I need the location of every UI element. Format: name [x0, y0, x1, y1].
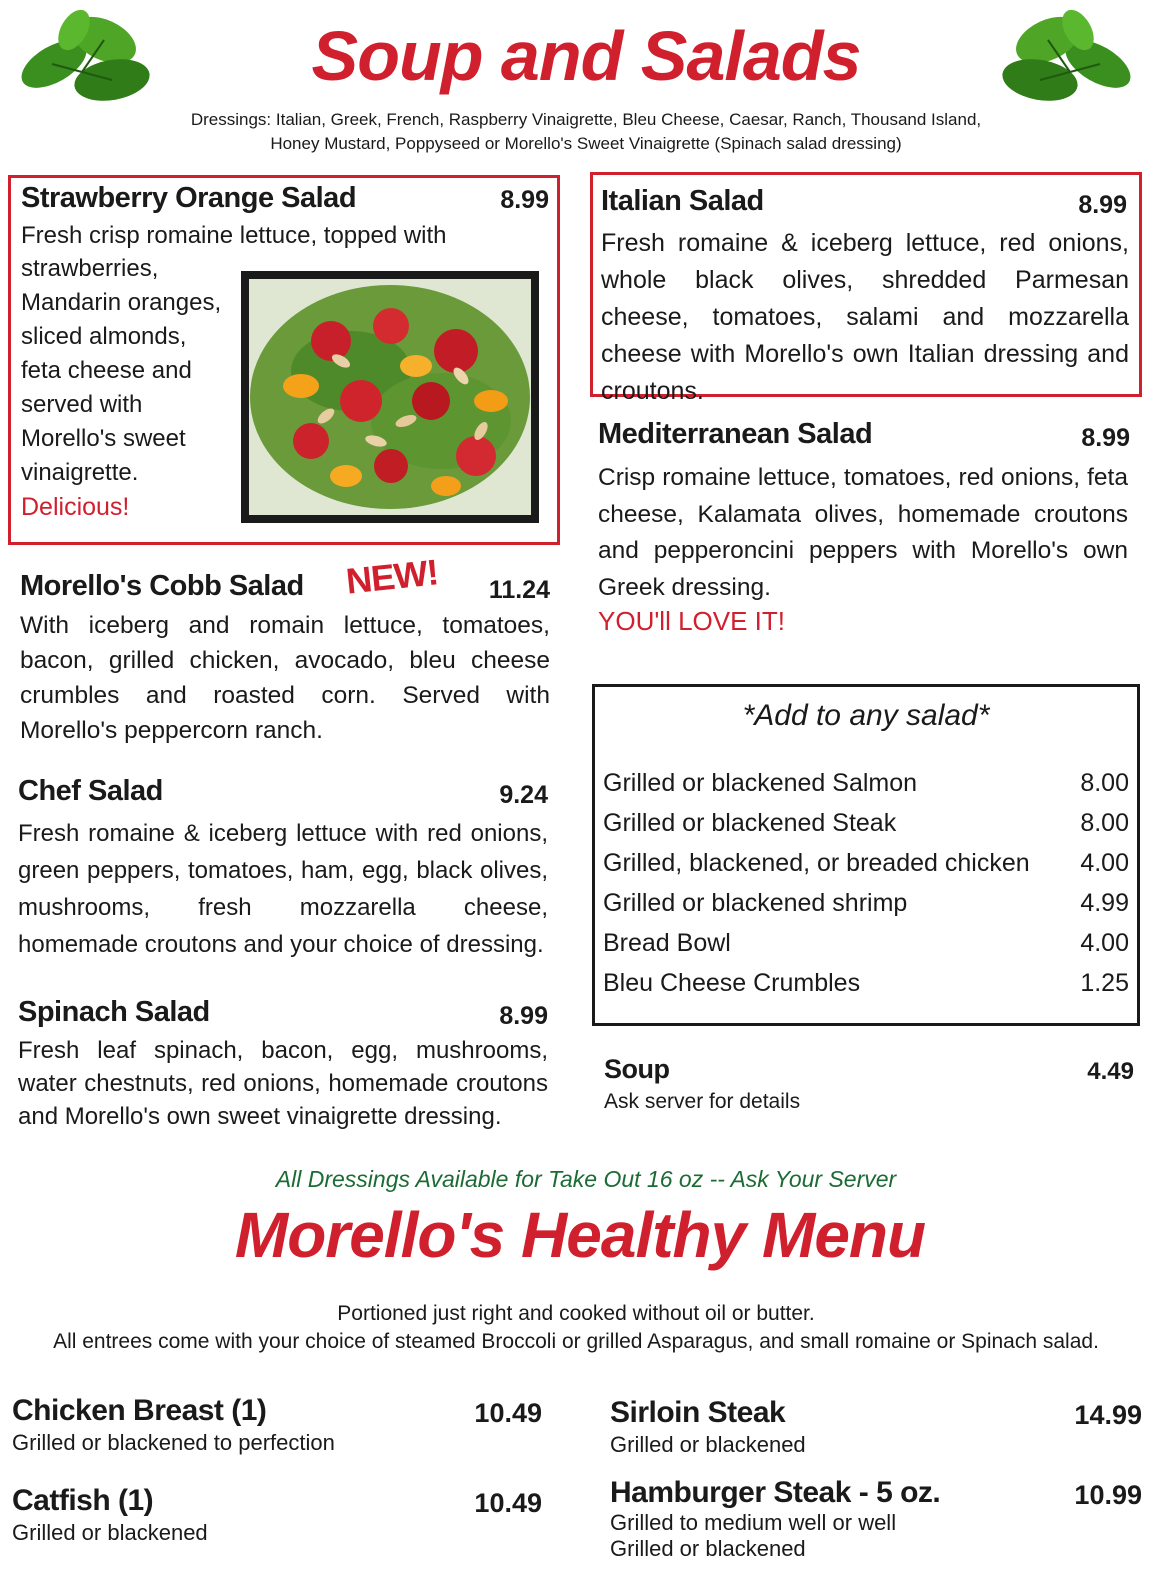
italian-salad-box	[590, 172, 1142, 405]
item-name: Hamburger Steak - 5 oz.	[610, 1476, 941, 1509]
item-description: Fresh leaf spinach, bacon, egg, mushrooms, water chestnuts, red onions, homemade croutons and Morello's own sweet vinaigrette dressing.	[18, 1037, 548, 1130]
item-description: Fresh romaine & iceberg lettuce with red onions, green peppers, tomatoes, ham, egg, black olives, mushrooms, fresh mozzarella cheese, homemade croutons and your choice of dressing.	[18, 820, 548, 958]
item-name: Spinach Salad	[18, 996, 210, 1028]
item-description: Ask server for details	[604, 1090, 801, 1113]
list-item: Grilled or blackened Steak 8.00	[603, 809, 1129, 837]
dressings-line-2: Honey Mustard, Poppyseed or Morello's Sweet Vinaigrette (Spinach salad dressing)	[270, 134, 902, 153]
cobb-salad	[20, 551, 550, 750]
healthy-item-hamburger	[610, 1476, 1142, 1566]
spinach-salad	[18, 996, 548, 1136]
item-price: 10.49	[474, 1398, 542, 1428]
soup-item	[604, 1054, 1134, 1124]
item-description: Grilled or blackened	[610, 1536, 806, 1561]
list-item: Grilled or blackened shrimp 4.99	[603, 889, 1129, 917]
item-name: Sirloin Steak	[610, 1396, 786, 1429]
item-name: Chicken Breast (1)	[12, 1394, 267, 1427]
addons-box	[592, 684, 1140, 1026]
item-name: Chef Salad	[18, 775, 163, 807]
list-item: Grilled, blackened, or breaded chicken 4.00	[603, 849, 1129, 877]
addons-list	[595, 763, 1137, 1003]
dressings-list	[120, 108, 1052, 156]
strawberry-salad-box	[8, 175, 560, 545]
item-price: 14.99	[1074, 1400, 1142, 1430]
takeout-note: All Dressings Available for Take Out 16 oz -- Ask Your Server	[275, 1166, 897, 1192]
healthy-item-catfish	[12, 1484, 542, 1554]
chef-salad	[18, 775, 548, 965]
item-price: 8.99	[1078, 191, 1127, 219]
addons-title: *Add to any salad*	[742, 699, 990, 732]
intro-line-1: Portioned just right and cooked without oil or butter.	[337, 1302, 815, 1325]
item-name: Catfish (1)	[12, 1484, 154, 1517]
item-price: 10.49	[474, 1488, 542, 1518]
item-name: Soup	[604, 1054, 670, 1084]
item-price: 4.49	[1087, 1058, 1134, 1085]
list-item: Bleu Cheese Crumbles 1.25	[603, 969, 1129, 997]
item-description: Crisp romaine lettuce, tomatoes, red onions, feta cheese, Kalamata olives, homemade croutons and pepperoncini peppers with Morello's own Greek dressing.	[598, 464, 1128, 601]
item-description: Fresh romaine & iceberg lettuce, red onions, whole black olives, shredded Parmesan cheese, tomatoes, salami and mozzarella cheese with Morello's own Italian dressing and croutons.	[601, 229, 1129, 405]
item-description: With iceberg and romain lettuce, tomatoes, bacon, grilled chicken, avocado, bleu cheese crumbles and roasted corn. Served with Morello's peppercorn ranch.	[20, 612, 550, 744]
item-name: Strawberry Orange Salad	[21, 182, 357, 214]
list-item: Bread Bowl 4.00	[603, 929, 1129, 957]
item-name: Italian Salad	[601, 185, 764, 217]
item-price: 9.24	[499, 781, 548, 809]
list-item: Grilled or blackened Salmon 8.00	[603, 769, 1129, 797]
item-price: 8.99	[500, 186, 549, 214]
tagline: Delicious!	[21, 493, 130, 521]
item-price: 8.99	[499, 1002, 548, 1030]
intro-line-2: All entrees come with your choice of steamed Broccoli or grilled Asparagus, and small romaine or Spinach salad.	[53, 1330, 1099, 1353]
dressings-line-1: Dressings: Italian, Greek, French, Raspberry Vinaigrette, Bleu Cheese, Caesar, Ranch, Thousand Island,	[190, 110, 982, 129]
healthy-item-chicken	[12, 1394, 542, 1464]
salad-photo	[241, 271, 539, 523]
healthy-item-sirloin	[610, 1396, 1142, 1466]
mediterranean-salad	[598, 418, 1130, 648]
item-price: 11.24	[488, 576, 550, 604]
item-name: Mediterranean Salad	[598, 418, 873, 450]
item-name: Morello's Cobb Salad	[20, 570, 304, 602]
healthy-menu-title: Morello's Healthy Menu	[234, 1199, 926, 1271]
healthy-menu-intro	[0, 1300, 1152, 1356]
item-price: 10.99	[1074, 1480, 1142, 1510]
item-price: 8.99	[1081, 424, 1130, 452]
item-description: Grilled to medium well or well	[610, 1510, 897, 1535]
new-badge: NEW!	[344, 551, 440, 602]
item-description: Grilled or blackened	[610, 1432, 806, 1457]
tagline: YOU'll LOVE IT!	[598, 606, 786, 636]
item-description: Fresh crisp romaine lettuce, topped with	[21, 222, 447, 249]
page-title: Soup and Salads	[311, 17, 861, 95]
item-description: Grilled or blackened to perfection	[12, 1430, 335, 1455]
item-description-continued: strawberries, Mandarin oranges, sliced almonds, feta cheese and served with Morello's sweet vinaigrette. Delicious!	[21, 252, 241, 524]
item-description: Grilled or blackened	[12, 1520, 208, 1545]
